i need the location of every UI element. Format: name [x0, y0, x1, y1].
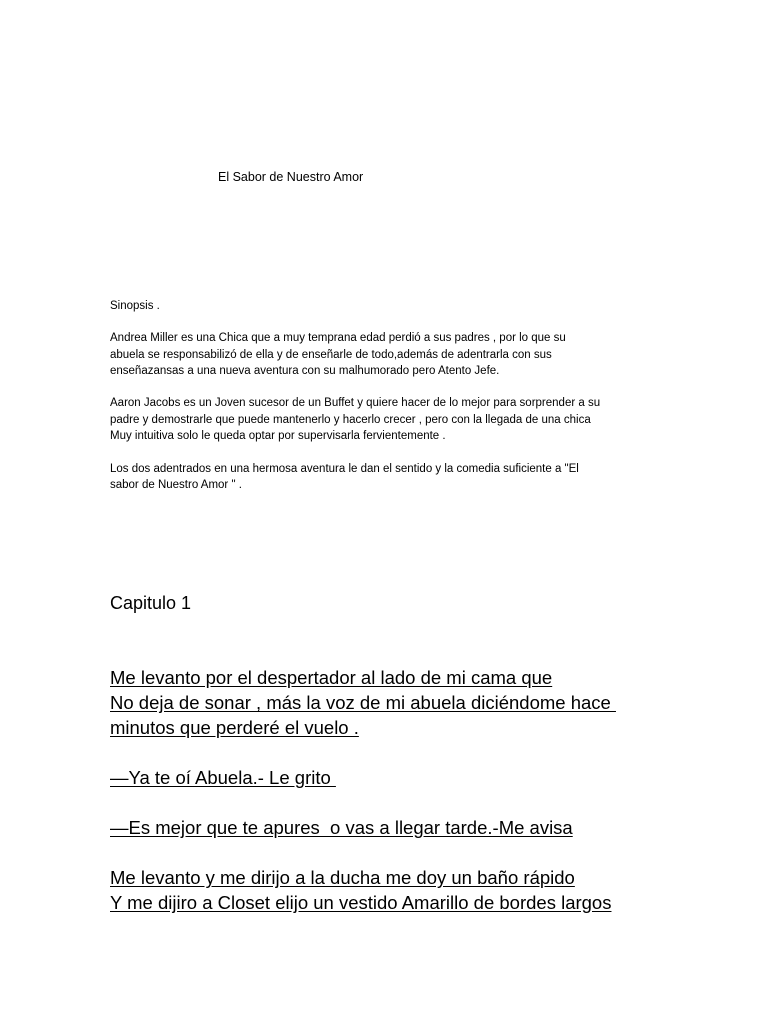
story-line: Y me dijiro a Closet elijo un vestido Amarillo de bordes largos	[110, 892, 612, 913]
synopsis-line: Aaron Jacobs es un Joven sucesor de un Buffet y quiere hacer de lo mejor para sorprender a su	[110, 397, 601, 410]
document-title: El Sabor de Nuestro Amor	[218, 170, 364, 184]
story-paragraph	[110, 765, 710, 790]
story-paragraph	[110, 815, 710, 840]
story-paragraph	[110, 665, 710, 740]
synopsis-heading: Sinopsis .	[110, 300, 160, 312]
synopsis-paragraph	[110, 395, 670, 444]
story-line: Me levanto y me dirijo a la ducha me doy un baño rápido	[110, 867, 575, 888]
synopsis-section	[110, 298, 670, 510]
story-line: No deja de sonar , más la voz de mi abuela diciéndome hace	[110, 692, 616, 713]
synopsis-line: Los dos adentrados en una hermosa aventura le dan el sentido y la comedia suficiente a "El	[110, 462, 579, 475]
story-line: minutos que perderé el vuelo .	[110, 717, 359, 738]
synopsis-line: abuela se responsabilizó de ella y de enseñarle de todo,además de adentrarla con sus	[110, 348, 552, 361]
chapter-title: Capitulo 1	[110, 593, 192, 613]
story-line: Me levanto por el despertador al lado de mi cama que	[110, 667, 553, 688]
synopsis-line: enseñazansas a una nueva aventura con su malhumorado pero Atento Jefe.	[110, 364, 500, 377]
synopsis-paragraph	[110, 330, 670, 379]
synopsis-line: sabor de Nuestro Amor " .	[110, 478, 242, 491]
synopsis-line: padre y demostrarle que puede mantenerlo y hacerlo crecer , pero con la llegada de una chica	[110, 413, 591, 426]
story-section	[110, 665, 710, 940]
synopsis-line: Muy intuitiva solo le queda optar por supervisarla fervientemente .	[110, 430, 446, 443]
story-line: —Es mejor que te apures o vas a llegar tarde.-Me avisa	[110, 817, 573, 838]
synopsis-paragraph	[110, 461, 670, 494]
story-line: —Ya te oí Abuela.- Le grito	[110, 767, 336, 788]
synopsis-line: Andrea Miller es una Chica que a muy temprana edad perdió a sus padres , por lo que su	[110, 332, 566, 345]
story-paragraph	[110, 865, 710, 915]
